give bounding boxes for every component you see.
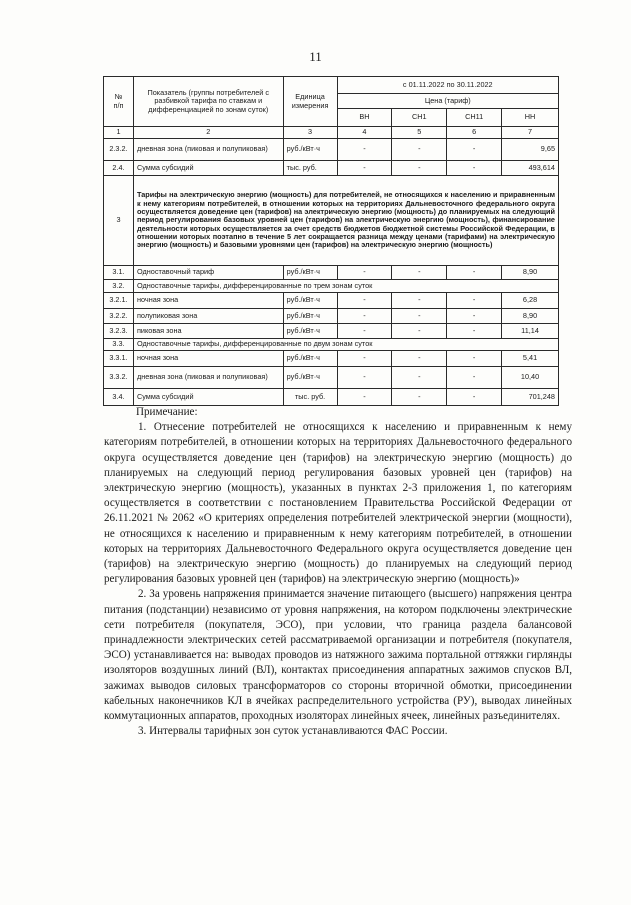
col-number: 2: [133, 127, 283, 139]
table-row: [104, 351, 559, 367]
row-sn2: -: [447, 293, 502, 309]
page-number: 11: [309, 49, 322, 64]
row-vn: -: [337, 293, 392, 309]
row-unit: руб./кВт·ч: [283, 139, 337, 161]
row-name: Сумма субсидий: [133, 389, 283, 406]
row-num: 3.2.: [104, 280, 134, 293]
section-3-text: Тарифы на электрическую энергию (мощность) для потребителей, не относящихся к населению и приравненным к нему категориям потребителей, в отношении которых на территориях Дальневосточного федерального округа осуществляется доведение цен (тарифов) на электрическую энергию (мощность) до планируемых на следующий период регулирования базовых уровней цен (тарифов) на электрическую энергию (мощность), финансирование деятельности которых осуществляется за счет средств бюджетов бюджетной системы Российской Федерации, в отношении которых поэтапно в течение 5 лет сокращается разница между ценами (тарифами) на электрическую энергию (мощность) и базовыми уровнями цен (тарифов) на электрическую энергию (мощность): [133, 176, 558, 266]
row-num: 3.1.: [104, 266, 134, 280]
row-num: 3.2.3.: [104, 324, 134, 339]
header-indicator: Показатель (группы потребителей с разбивкой тарифа по ставкам и дифференциацией по зонам суток): [133, 77, 283, 127]
row-sn2: -: [447, 139, 502, 161]
row-num: 2.4.: [104, 161, 134, 176]
row-num: 3.4.: [104, 389, 134, 406]
header-nn: НН: [502, 109, 559, 127]
header-period: с 01.11.2022 по 30.11.2022: [337, 77, 558, 94]
section-3-row: [104, 176, 559, 266]
table-row: [104, 161, 559, 176]
row-vn: -: [337, 389, 392, 406]
tariff-table: [103, 76, 559, 406]
row-nn: 8,90: [502, 266, 559, 280]
col-number: 4: [337, 127, 392, 139]
row-vn: -: [337, 367, 392, 389]
header-price: Цена (тариф): [337, 94, 558, 109]
table-row: [104, 293, 559, 309]
row-name: Сумма субсидий: [133, 161, 283, 176]
row-name: пиковая зона: [133, 324, 283, 339]
column-number-row: [104, 127, 559, 139]
row-unit: руб./кВт·ч: [283, 351, 337, 367]
note-2: 2. За уровень напряжения принимается значение питающего (высшего) напряжения центра питания (подстанции) независимо от уровня напряжения, на котором подключены электрические сети потребителя (покупателя, ЭСО), при условии, что граница раздела балансовой принадлежности электрических сетей рассматриваемой организации и потребителя (покупателя, ЭСО) устанавливается на: выводах проводов из натяжного зажима портальной оттяжки гирлянды изоляторов воздушных линий (ВЛ), контактах присоединения аппаратных зажимов спусков ВЛ, зажимах выводов силовых трансформаторов со стороны вторичной обмотки, присоединении кабельных наконечников КЛ в ячейках распределительного устройства (РУ), выводах линейных коммутационных аппаратов, проходных изоляторах линейных ячеек, линейных разъединителях.: [104, 588, 572, 723]
row-sn1: -: [392, 309, 447, 324]
row-vn: -: [337, 351, 392, 367]
row-nn: 5,41: [502, 351, 559, 367]
table-row: [104, 324, 559, 339]
row-vn: -: [337, 139, 392, 161]
col-number: 3: [283, 127, 337, 139]
row-name: дневная зона (пиковая и полупиковая): [133, 139, 283, 161]
row-sn2: -: [447, 351, 502, 367]
table-row: [104, 280, 559, 293]
header-unit: Единица измерения: [283, 77, 337, 127]
col-number: 7: [502, 127, 559, 139]
table-row: [104, 309, 559, 324]
row-sn2: -: [447, 389, 502, 406]
row-sn1: -: [392, 139, 447, 161]
row-nn: 11,14: [502, 324, 559, 339]
row-num: 3.3.1.: [104, 351, 134, 367]
row-sn1: -: [392, 351, 447, 367]
header-sn1: СН1: [392, 109, 447, 127]
row-name: Одноставочные тарифы, дифференцированные по трем зонам суток: [133, 280, 558, 293]
table-row: [104, 339, 559, 351]
row-unit: тыс. руб.: [283, 389, 337, 406]
row-unit: руб./кВт·ч: [283, 324, 337, 339]
header-vn: ВН: [337, 109, 392, 127]
row-unit: руб./кВт·ч: [283, 293, 337, 309]
notes-title: Примечание:: [136, 406, 198, 418]
row-num: 3: [104, 176, 134, 266]
row-num: 3.3.: [104, 339, 134, 351]
row-unit: руб./кВт·ч: [283, 367, 337, 389]
col-number: 1: [104, 127, 134, 139]
row-unit: руб./кВт·ч: [283, 309, 337, 324]
row-num: 2.3.2.: [104, 139, 134, 161]
row-name: ночная зона: [133, 293, 283, 309]
row-sn2: -: [447, 367, 502, 389]
col-number: 5: [392, 127, 447, 139]
row-nn: 10,40: [502, 367, 559, 389]
row-sn2: -: [447, 266, 502, 280]
row-nn: 493,614: [502, 161, 559, 176]
row-sn1: -: [392, 324, 447, 339]
header-sn2: СН11: [447, 109, 502, 127]
row-name: ночная зона: [133, 351, 283, 367]
row-sn2: -: [447, 161, 502, 176]
table-row: [104, 389, 559, 406]
row-name: Одноставочный тариф: [133, 266, 283, 280]
row-sn2: -: [447, 324, 502, 339]
row-vn: -: [337, 161, 392, 176]
row-name: Одноставочные тарифы, дифференцированные по двум зонам суток: [133, 339, 558, 351]
row-sn1: -: [392, 161, 447, 176]
row-vn: -: [337, 324, 392, 339]
row-num: 3.2.2.: [104, 309, 134, 324]
row-nn: 6,28: [502, 293, 559, 309]
row-unit: тыс. руб.: [283, 161, 337, 176]
row-sn1: -: [392, 389, 447, 406]
note-1: 1. Отнесение потребителей не относящихся к населению и приравненным к нему категориям потребителей, в отношении которых на территориях Дальневосточного федерального округа осуществляется доведение цен (тарифов) на электрическую энергию (мощность) до планируемых на следующий период регулирования базовых уровней цен (тарифов) на электрическую энергию (мощность), указанных в пунктах 2-3 приложения 1, по категориям осуществляется в соответствии с постановлением Правительства Российской Федерации от 26.11.2021 № 2062 «О критериях определения потребителей электрической энергии (мощности), не относящихся к населению и приравненным к нему категориям потребителей, в отношении которых на территориях Дальневосточного Федерального округа осуществляется доведение цен (тарифов) на электрическую энергию (мощность) до планируемых на следующий период регулирования базовых уровней цен (тарифов) на электрическую энергию (мощность)»: [104, 421, 572, 586]
row-vn: -: [337, 309, 392, 324]
row-nn: 8,90: [502, 309, 559, 324]
row-sn1: -: [392, 367, 447, 389]
row-sn1: -: [392, 293, 447, 309]
row-name: полупиковая зона: [133, 309, 283, 324]
row-num: 3.2.1.: [104, 293, 134, 309]
notes-section: [104, 405, 572, 739]
row-unit: руб./кВт·ч: [283, 266, 337, 280]
table-row: [104, 367, 559, 389]
row-nn: 701,248: [502, 389, 559, 406]
row-name: дневная зона (пиковая и полупиковая): [133, 367, 283, 389]
row-sn1: -: [392, 266, 447, 280]
col-number: 6: [447, 127, 502, 139]
note-3: 3. Интервалы тарифных зон суток устанавливаются ФАС России.: [138, 725, 448, 738]
row-vn: -: [337, 266, 392, 280]
row-sn2: -: [447, 309, 502, 324]
table-row: [104, 139, 559, 161]
header-num: № п/п: [104, 77, 134, 127]
row-nn: 9,65: [502, 139, 559, 161]
table-row: [104, 266, 559, 280]
row-num: 3.3.2.: [104, 367, 134, 389]
